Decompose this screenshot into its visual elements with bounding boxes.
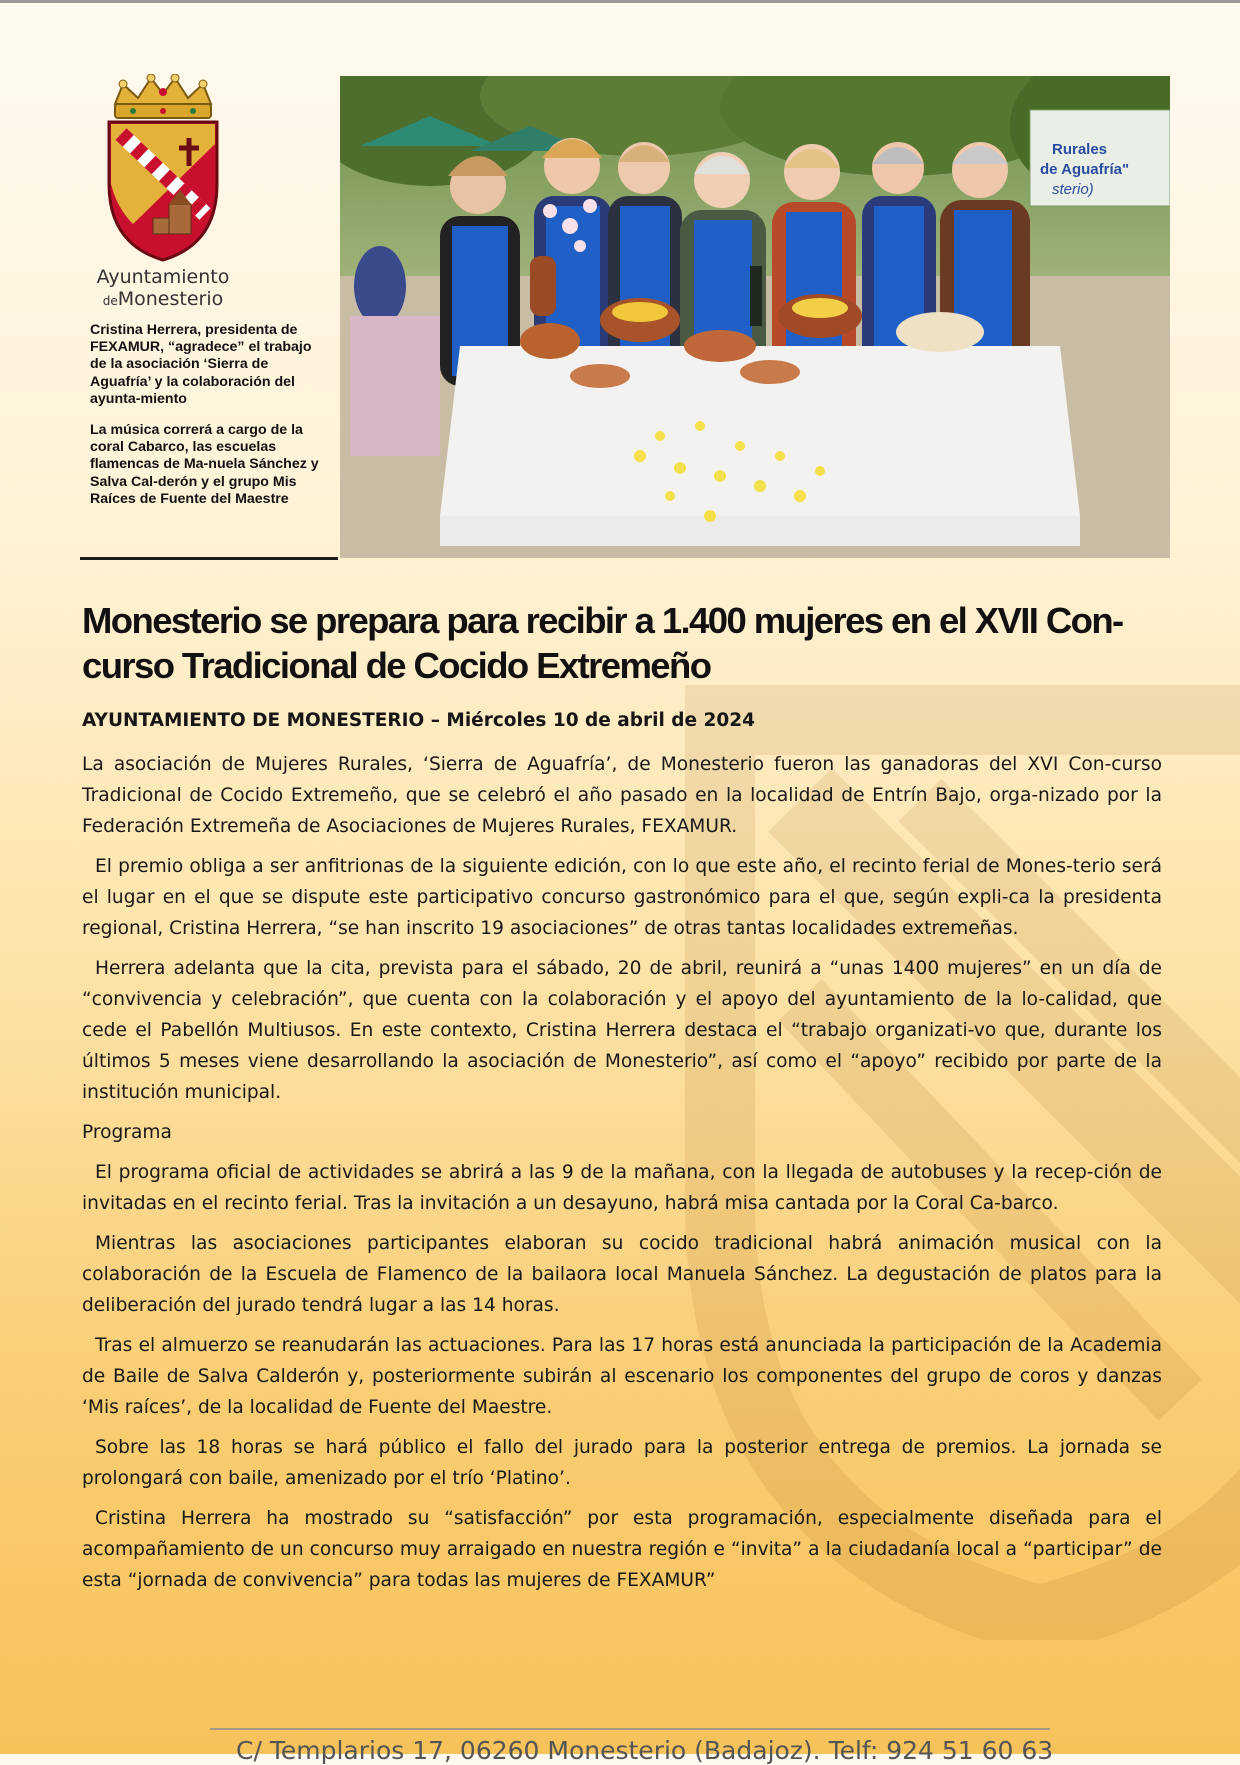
footer-rule [210,1728,1050,1730]
article-body [82,749,1162,1605]
article-paragraph: Cristina Herrera ha mostrado su “satisfacción” por esta programación, especialmente diseñada para el acompañamiento de un concurso muy arraigado en nuestra región e “invita” a la ciudadanía local a “participar” de esta “jornada de convivencia” para todas las mujeres de FEXAMUR” [82,1508,1162,1591]
coat-of-arms-icon [93,74,233,264]
caption-2: La música correrá a cargo de la coral Cabarco, las escuelas flamencas de Ma-nuela Sánchez y Salva Cal-derón y el grupo Mis Raíces de Fuente del Maestre [90,422,319,507]
article-headline: Monesterio se prepara para recibir a 1.400 mujeres en el XVII Con-curso Tradicional de Cocido Extremeño [82,600,1123,686]
article-paragraph: Sobre las 18 horas se hará público el fallo del jurado para la posterior entrega de premios. La jornada se prolongará con baile, amenizado por el trío ‘Platino’. [82,1437,1162,1489]
caption-1: Cristina Herrera, presidenta de FEXAMUR, “agradece” el trabajo de la asociación ‘Sierra de Aguafría’ y la colaboración del ayunta-miento [90,322,312,407]
logo-text-line2 [88,288,238,312]
women-at-table-image [340,76,1170,558]
article-paragraph: Tras el almuerzo se reanudarán las actuaciones. Para las 17 horas está anunciada la participación de la Academia de Baile de Salva Calderón y, posteriormente subirán al escenario los componentes del grupo de coros y danzas ‘Mis raíces’, de la localidad de Fuente del Maestre. [82,1335,1162,1418]
caption-rule [80,557,338,560]
article-paragraph: Mientras las asociaciones participantes elaboran su cocido tradicional habrá animación musical con la colaboración de la Escuela de Flamenco de la bailaora local Manuela Sánchez. La degustación de platos para la deliberación del jurado tendrá lugar a las 14 horas. [82,1233,1162,1316]
municipal-logo [88,74,238,324]
event-photo [340,76,1170,558]
section-heading-programa: Programa [82,1122,172,1143]
article-paragraph: El premio obliga a ser anfitrionas de la siguiente edición, con lo que este año, el recinto ferial de Mones-terio será el lugar en el que se dispute este participativo concurso gastronómico para el que, según expli-ca la presidenta regional, Cristina Herrera, “se han inscrito 19 asociaciones” de otras tantas localidades extremeñas. [82,856,1162,939]
logo-prefix: de [102,294,118,308]
photo-captions [90,322,322,508]
banner-text-2: de Aguafría" [1040,161,1130,178]
logo-town: Monesterio [117,288,224,310]
banner-text-3: sterio) [1052,181,1094,198]
banner-text-1: Rurales [1052,141,1108,158]
article-paragraph: La asociación de Mujeres Rurales, ‘Sierra de Aguafría’, de Monesterio fueron las ganadoras del XVI Con-curso Tradicional de Cocido Extremeño, que se celebró el año pasado en la localidad de Entrín Bajo, orga-nizado por la Federación Extremeña de Asociaciones de Mujeres Rurales, FEXAMUR. [82,754,1162,837]
footer-address: C/ Templarios 17, 06260 Monesterio (Badajoz). Telf: 924 51 60 63 [236,1736,1054,1765]
article-byline: AYUNTAMIENTO DE MONESTERIO – Miércoles 10 de abril de 2024 [82,710,755,731]
logo-text-line1: Ayuntamiento [96,266,230,288]
article-paragraph: El programa oficial de actividades se abrirá a las 9 de la mañana, con la llegada de autobuses y la recep-ción de invitadas en el recinto ferial. Tras la invitación a un desayuno, habrá misa cantada por la Coral Ca-barco. [82,1162,1162,1214]
article-paragraph: Herrera adelanta que la cita, prevista para el sábado, 20 de abril, reunirá a “unas 1400 mujeres” en un día de “convivencia y celebración”, que cuenta con la colaboración y el apoyo del ayuntamiento de la lo-calidad, que cede el Pabellón Multiusos. En este contexto, Cristina Herrera destaca el “trabajo organizati-vo que, durante los últimos 5 meses viene desarrollando la asociación de Monesterio”, así como el “apoyo” recibido por parte de la institución municipal. [82,958,1162,1103]
